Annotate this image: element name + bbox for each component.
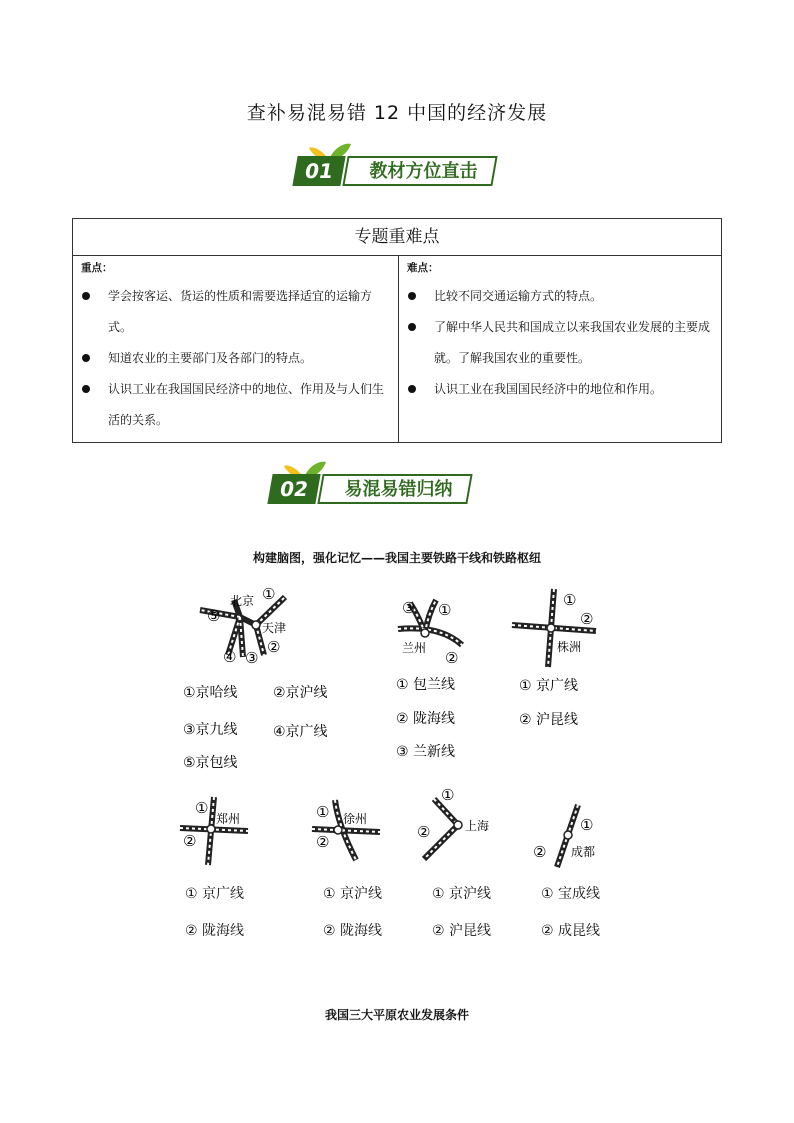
- hub-city-label: 上海: [465, 819, 490, 833]
- rail-line-label: ① 京广线: [519, 678, 579, 694]
- rail-line-label: ② 陇海线: [323, 923, 383, 939]
- section-banner-01: [295, 146, 515, 196]
- line-number: ①: [262, 585, 276, 603]
- line-number: ④: [223, 648, 237, 666]
- list-item: 了解中华人民共和国成立以来我国农业发展的主要成就。了解我国农业的重要性。: [407, 312, 713, 374]
- rail-line-label: ② 沪昆线: [519, 712, 579, 728]
- rail-line-label: ① 宝成线: [541, 886, 601, 902]
- list-item: 知道农业的主要部门及各部门的特点。: [81, 343, 390, 374]
- key-points-heading: 重点：: [81, 262, 113, 274]
- hub-city-label: 北京: [230, 594, 255, 608]
- section-banner-02: [270, 464, 490, 514]
- key-points-table: [72, 218, 722, 443]
- table-header: 专题重难点: [73, 219, 722, 256]
- line-number: ②: [267, 638, 281, 656]
- list-item: 认识工业在我国国民经济中的地位和作用。: [407, 374, 713, 405]
- rail-line-label: ④京广线: [273, 724, 328, 740]
- rail-line-label: ② 成昆线: [541, 923, 601, 939]
- line-number: ②: [316, 833, 330, 851]
- line-number: ①: [563, 591, 577, 609]
- line-number: ①: [195, 799, 209, 817]
- hub-city-label: 徐州: [343, 812, 368, 826]
- line-number: ②: [445, 649, 459, 667]
- rail-line-label: ② 沪昆线: [432, 923, 492, 939]
- line-number: ③: [402, 599, 416, 617]
- rail-line-label: ②京沪线: [273, 685, 328, 701]
- line-number: ②: [533, 843, 547, 861]
- rail-line-label: ② 陇海线: [185, 923, 245, 939]
- plains-title: 我国三大平原农业发展条件: [324, 1008, 469, 1022]
- line-number: ⑤: [207, 607, 221, 625]
- line-number: ②: [580, 610, 594, 628]
- hub-zhengzhou: [180, 797, 248, 865]
- section-number: 02: [267, 474, 320, 504]
- rail-line-label: ① 京沪线: [432, 886, 492, 902]
- rail-line-label: ③京九线: [183, 722, 238, 738]
- hub-city-label: 天津: [262, 621, 287, 635]
- section-label: 教材方位直击: [369, 161, 478, 182]
- hub-city-label: 成都: [571, 845, 596, 859]
- mindmap-title: 构建脑图，强化记忆——我国主要铁路干线和铁路枢纽: [252, 551, 541, 565]
- rail-line-label: ①京哈线: [183, 685, 238, 701]
- section-number: 01: [292, 156, 345, 186]
- line-number: ②: [183, 832, 197, 850]
- rail-line-label: ② 陇海线: [396, 711, 456, 727]
- line-number: ①: [316, 803, 330, 821]
- section-label: 易混易错归纳: [344, 479, 453, 500]
- difficult-points-heading: 难点：: [407, 262, 439, 274]
- line-number: ①: [441, 786, 455, 804]
- hub-city-label: 郑州: [216, 812, 241, 826]
- rail-line-label: ⑤京包线: [183, 755, 238, 771]
- rail-line-label: ① 京广线: [185, 886, 245, 902]
- railway-hub-diagrams: [0, 575, 794, 875]
- hub-city-label: 株洲: [557, 640, 582, 654]
- hub-zhuzhou: [512, 589, 596, 667]
- list-item: 认识工业在我国国民经济中的地位、作用及与人们生活的关系。: [81, 374, 390, 436]
- line-number: ②: [417, 823, 431, 841]
- rail-line-label: ③ 兰新线: [396, 744, 456, 760]
- document-title: 查补易混易错 12 中国的经济发展: [246, 102, 548, 124]
- line-number: ①: [438, 601, 452, 619]
- hub-city-label: 兰州: [402, 641, 427, 655]
- rail-line-label: ① 京沪线: [323, 886, 383, 902]
- line-number: ③: [245, 649, 259, 667]
- key-points-cell: [73, 256, 399, 443]
- list-item: 学会按客运、货运的性质和需要选择适宜的运输方式。: [81, 281, 390, 343]
- difficult-points-cell: [399, 256, 722, 443]
- list-item: 比较不同交通运输方式的特点。: [407, 281, 713, 312]
- rail-line-label: ① 包兰线: [396, 677, 456, 693]
- line-number: ①: [580, 816, 594, 834]
